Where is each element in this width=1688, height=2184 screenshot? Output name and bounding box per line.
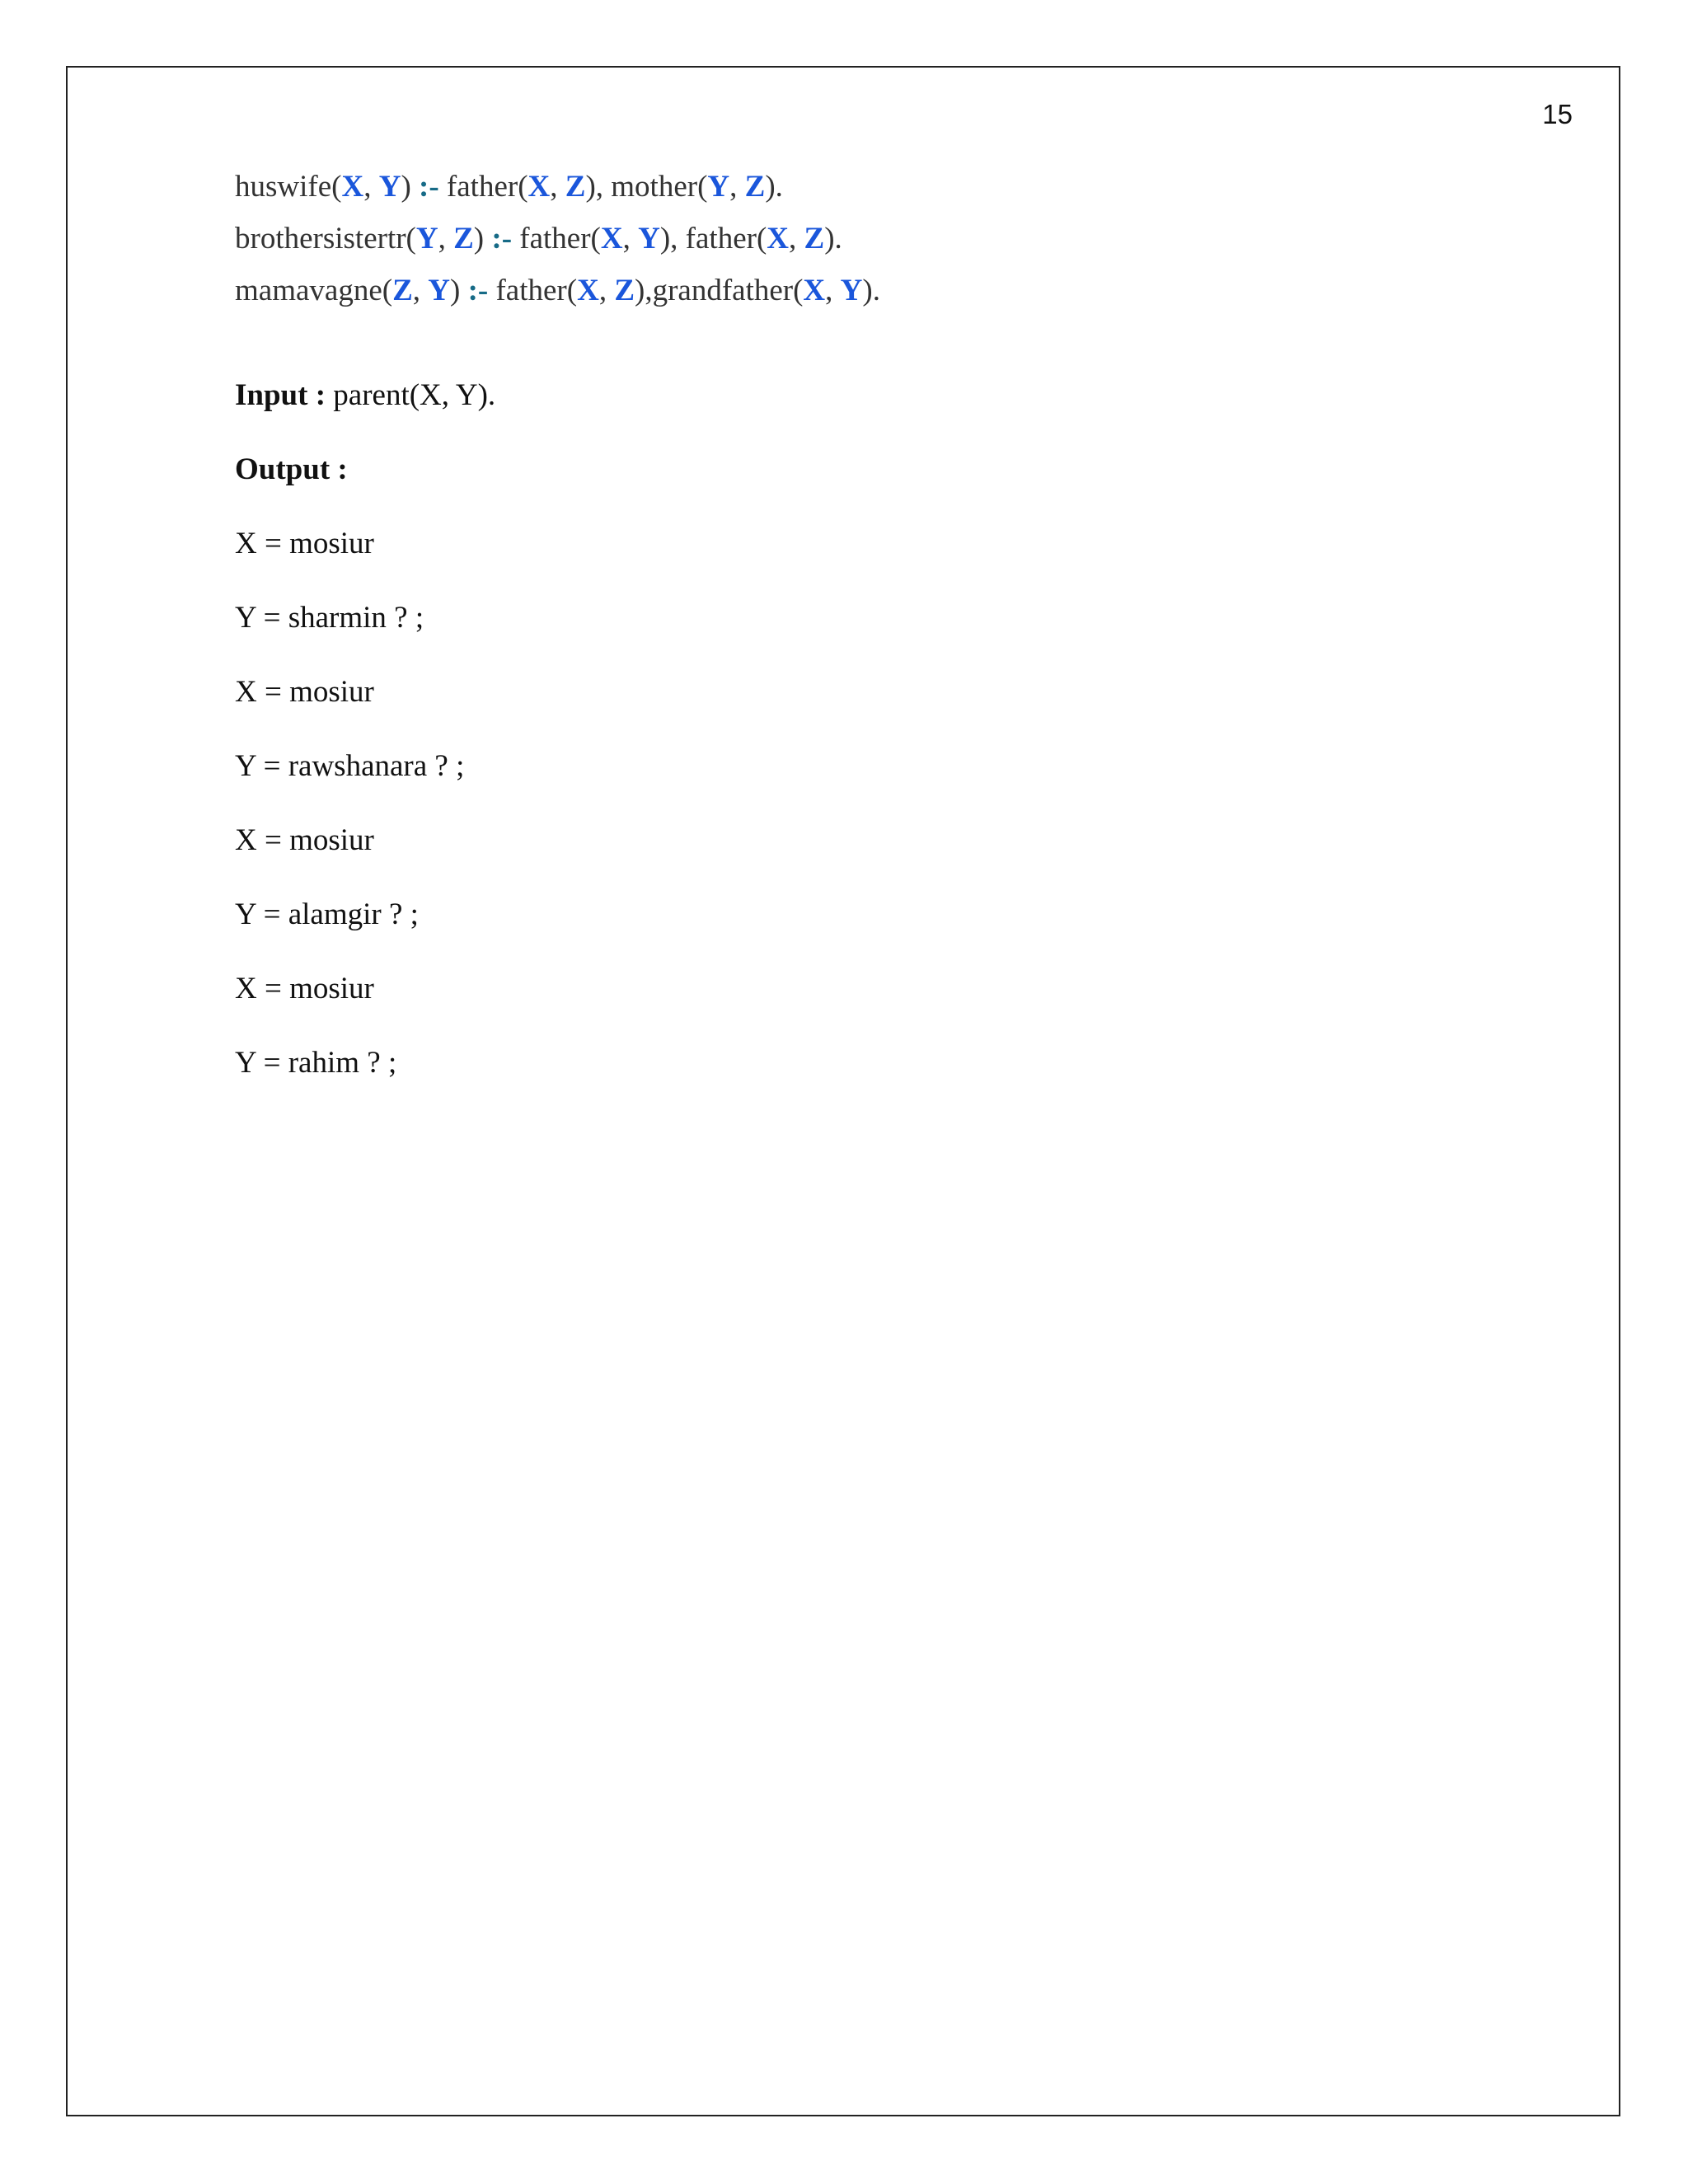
rule-goal: father(: [446, 170, 528, 204]
page-border: [66, 66, 1620, 2116]
rule-line-brothersistertr: brothersistertr(Y, Z) :- father(X, Y), father(X, Z).: [235, 222, 842, 255]
output-line: Y = sharmin ? ;: [235, 601, 424, 635]
output-line: Y = alamgir ? ;: [235, 898, 419, 931]
rule-arg: Z: [392, 274, 413, 307]
rule-arg: Y: [840, 274, 863, 307]
rule-arg: Z: [453, 222, 474, 255]
rule-arg: Y: [428, 274, 450, 307]
rule-line-mamavagne: mamavagne(Z, Y) :- father(X, Z),grandfather(X, Y).: [235, 274, 880, 307]
output-label-line: [235, 452, 348, 487]
rule-operator: :-: [491, 222, 513, 255]
rule-arg: Y: [378, 170, 401, 204]
rule-sep: ),: [635, 274, 653, 307]
rule-head: huswife(: [235, 170, 342, 204]
rule-goal: father(: [685, 222, 767, 255]
rule-goal: father(: [519, 222, 601, 255]
rule-arg: Y: [415, 222, 438, 255]
rule-arg: X: [803, 274, 826, 307]
page-number: 15: [1542, 99, 1573, 129]
rule-goal: grandfather(: [652, 274, 804, 307]
output-line: Y = rawshanara ? ;: [235, 749, 465, 783]
rule-head: mamavagne(: [235, 274, 393, 307]
output-line: Y = rahim ? ;: [235, 1046, 397, 1080]
rule-arg: Z: [744, 170, 766, 204]
rule-arg: Z: [565, 170, 586, 204]
rule-goal: father(: [495, 274, 578, 307]
rule-arg: Z: [804, 222, 825, 255]
rule-sep: ).: [765, 170, 783, 204]
rule-arg: Y: [638, 222, 660, 255]
output-label: Output :: [235, 452, 348, 486]
rule-operator: :-: [467, 274, 489, 307]
rule-goal: mother(: [611, 170, 708, 204]
rule-arg: X: [341, 170, 364, 204]
rule-arg: X: [528, 170, 551, 204]
rule-sep: ),: [659, 222, 686, 255]
rule-arg: X: [577, 274, 599, 307]
input-line: [235, 377, 495, 413]
output-line: X = mosiur: [235, 675, 374, 709]
rule-arg: X: [600, 222, 623, 255]
rule-line-huswife: huswife(X, Y) :- father(X, Z), mother(Y, Z).: [235, 170, 783, 204]
rule-arg: Z: [614, 274, 635, 307]
rule-operator: :-: [419, 170, 439, 204]
rule-sep: ),: [585, 170, 612, 204]
rule-sep: ).: [862, 274, 880, 307]
rule-arg: Y: [707, 170, 730, 204]
rule-sep: ).: [824, 222, 842, 255]
output-line: X = mosiur: [235, 527, 374, 560]
rule-head: brothersistertr(: [235, 222, 416, 255]
output-line: X = mosiur: [235, 972, 374, 1005]
output-line: X = mosiur: [235, 823, 374, 857]
input-query: parent(X, Y).: [333, 378, 496, 412]
input-label: Input :: [235, 378, 326, 412]
rule-arg: X: [767, 222, 789, 255]
